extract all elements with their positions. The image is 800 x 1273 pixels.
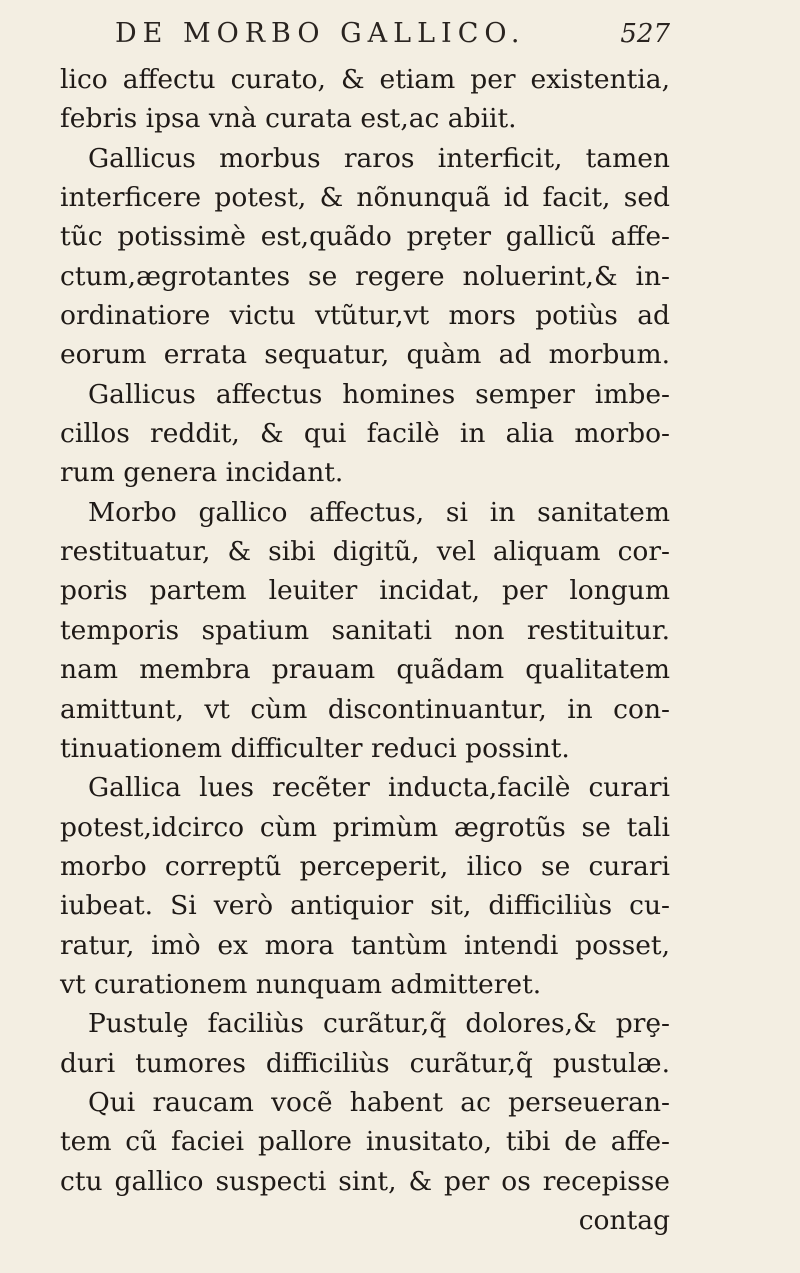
text-line: ordinatiore victu vtũtur,vt mors potiùs ad: [60, 300, 670, 332]
text-line: rum genera incidant.: [60, 457, 344, 489]
text-line: amittunt, vt cùm discontinuantur, in con-: [60, 693, 670, 725]
text-line: Pustulȩ faciliùs curãtur,q̃ dolores,& prȩ-: [88, 1008, 670, 1040]
text-line: ctum,ægrotantes se regere noluerint,& in-: [60, 260, 670, 292]
text-line: tinuationem difficulter reduci possint.: [60, 732, 570, 764]
body-text: [60, 60, 670, 1240]
text-line: nam membra prauam quãdam qualitatem: [60, 654, 670, 686]
text-line: eorum errata sequatur, quàm ad morbum.: [60, 339, 670, 371]
page-number: 527: [620, 19, 670, 49]
running-head-title: DE MORBO GALLICO.: [115, 18, 526, 49]
text-line: Morbo gallico affectus, si in sanitatem: [88, 496, 670, 528]
text-line: restituatur, & sibi digitũ, vel aliquam cor-: [60, 536, 670, 568]
text-line: tũc potissimè est,quãdo prȩter gallicũ affe-: [60, 221, 670, 253]
text-line: tem cũ faciei pallore inusitato, tibi de affe-: [60, 1126, 670, 1158]
text-line: cillos reddit, & qui facilè in alia morbo-: [60, 418, 670, 450]
text-line: temporis spatium sanitati non restituitur.: [60, 614, 670, 646]
running-head: [115, 18, 670, 49]
text-line: febris ipsa vnà curata est,ac abiit.: [60, 103, 517, 135]
text-line: Gallicus morbus raros interficit, tamen: [88, 142, 670, 174]
text-line: lico affectu curato, & etiam per existentia,: [60, 64, 670, 95]
catchword: contag: [578, 1204, 670, 1236]
text-line: duri tumores difficiliùs curãtur,q̃ pustulæ.: [60, 1047, 670, 1079]
text-line: ctu gallico suspecti sint, & per os recepisse: [60, 1165, 670, 1197]
text-line: vt curationem nunquam admitteret.: [60, 968, 542, 1000]
text-line: poris partem leuiter incidat, per longum: [60, 575, 670, 607]
text-line: morbo correptũ perceperit, ilico se curari: [60, 850, 670, 882]
text-line: ratur, imò ex mora tantùm intendi posset,: [60, 929, 670, 961]
text-line: interficere potest, & nõnunquã id facit, sed: [60, 182, 670, 214]
text-line: Qui raucam vocẽ habent ac perseueran-: [88, 1086, 670, 1118]
text-line: potest,idcirco cùm primùm ægrotũs se tali: [60, 811, 670, 843]
text-line: iubeat. Si verò antiquior sit, difficiliùs cu-: [60, 890, 670, 922]
text-line: Gallicus affectus homines semper imbe-: [88, 378, 670, 410]
text-line: Gallica lues recẽter inducta,facilè curari: [88, 772, 670, 804]
